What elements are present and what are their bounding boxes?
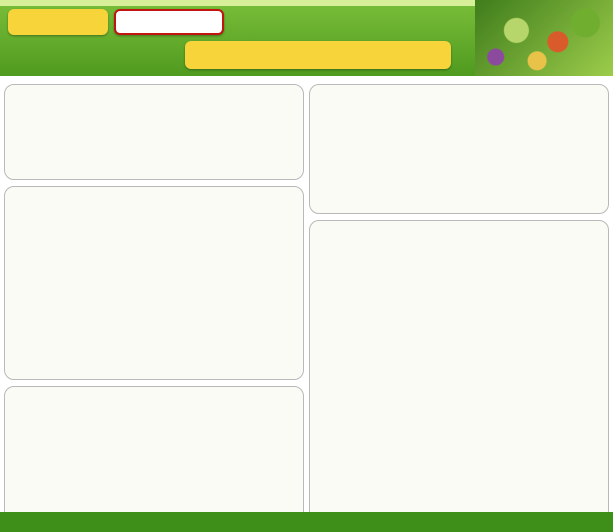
section-heading	[318, 91, 600, 105]
section-card	[4, 186, 304, 380]
section-heading	[318, 227, 600, 241]
section-paragraph	[13, 411, 295, 423]
section-card	[309, 220, 609, 532]
section-card	[4, 386, 304, 532]
section-paragraph	[318, 109, 600, 121]
section-heading	[13, 193, 295, 207]
publication-title	[114, 9, 224, 35]
section-heading	[13, 393, 295, 407]
section-paragraph	[318, 260, 600, 272]
section-body	[13, 109, 295, 124]
section-paragraph	[13, 226, 295, 238]
section-card	[309, 84, 609, 214]
left-column	[4, 84, 304, 532]
right-column	[309, 84, 609, 532]
footer-credit	[0, 512, 613, 532]
issue-date-label	[8, 9, 108, 35]
section-paragraph	[13, 109, 295, 121]
section-heading	[13, 91, 295, 105]
bulletin-header	[0, 0, 613, 76]
vegetables-photo	[475, 0, 613, 76]
bulletin-footer	[0, 512, 613, 532]
section-body	[318, 245, 600, 290]
section-body	[318, 109, 600, 124]
section-paragraph	[318, 275, 600, 287]
section-body	[13, 211, 295, 241]
bulletin-subtitle	[185, 41, 451, 69]
section-body	[13, 411, 295, 426]
section-paragraph	[318, 245, 600, 257]
edition-label	[230, 9, 366, 35]
header-stripe	[0, 0, 520, 6]
section-card	[4, 84, 304, 180]
header-title-row	[8, 9, 366, 35]
section-paragraph	[13, 211, 295, 223]
